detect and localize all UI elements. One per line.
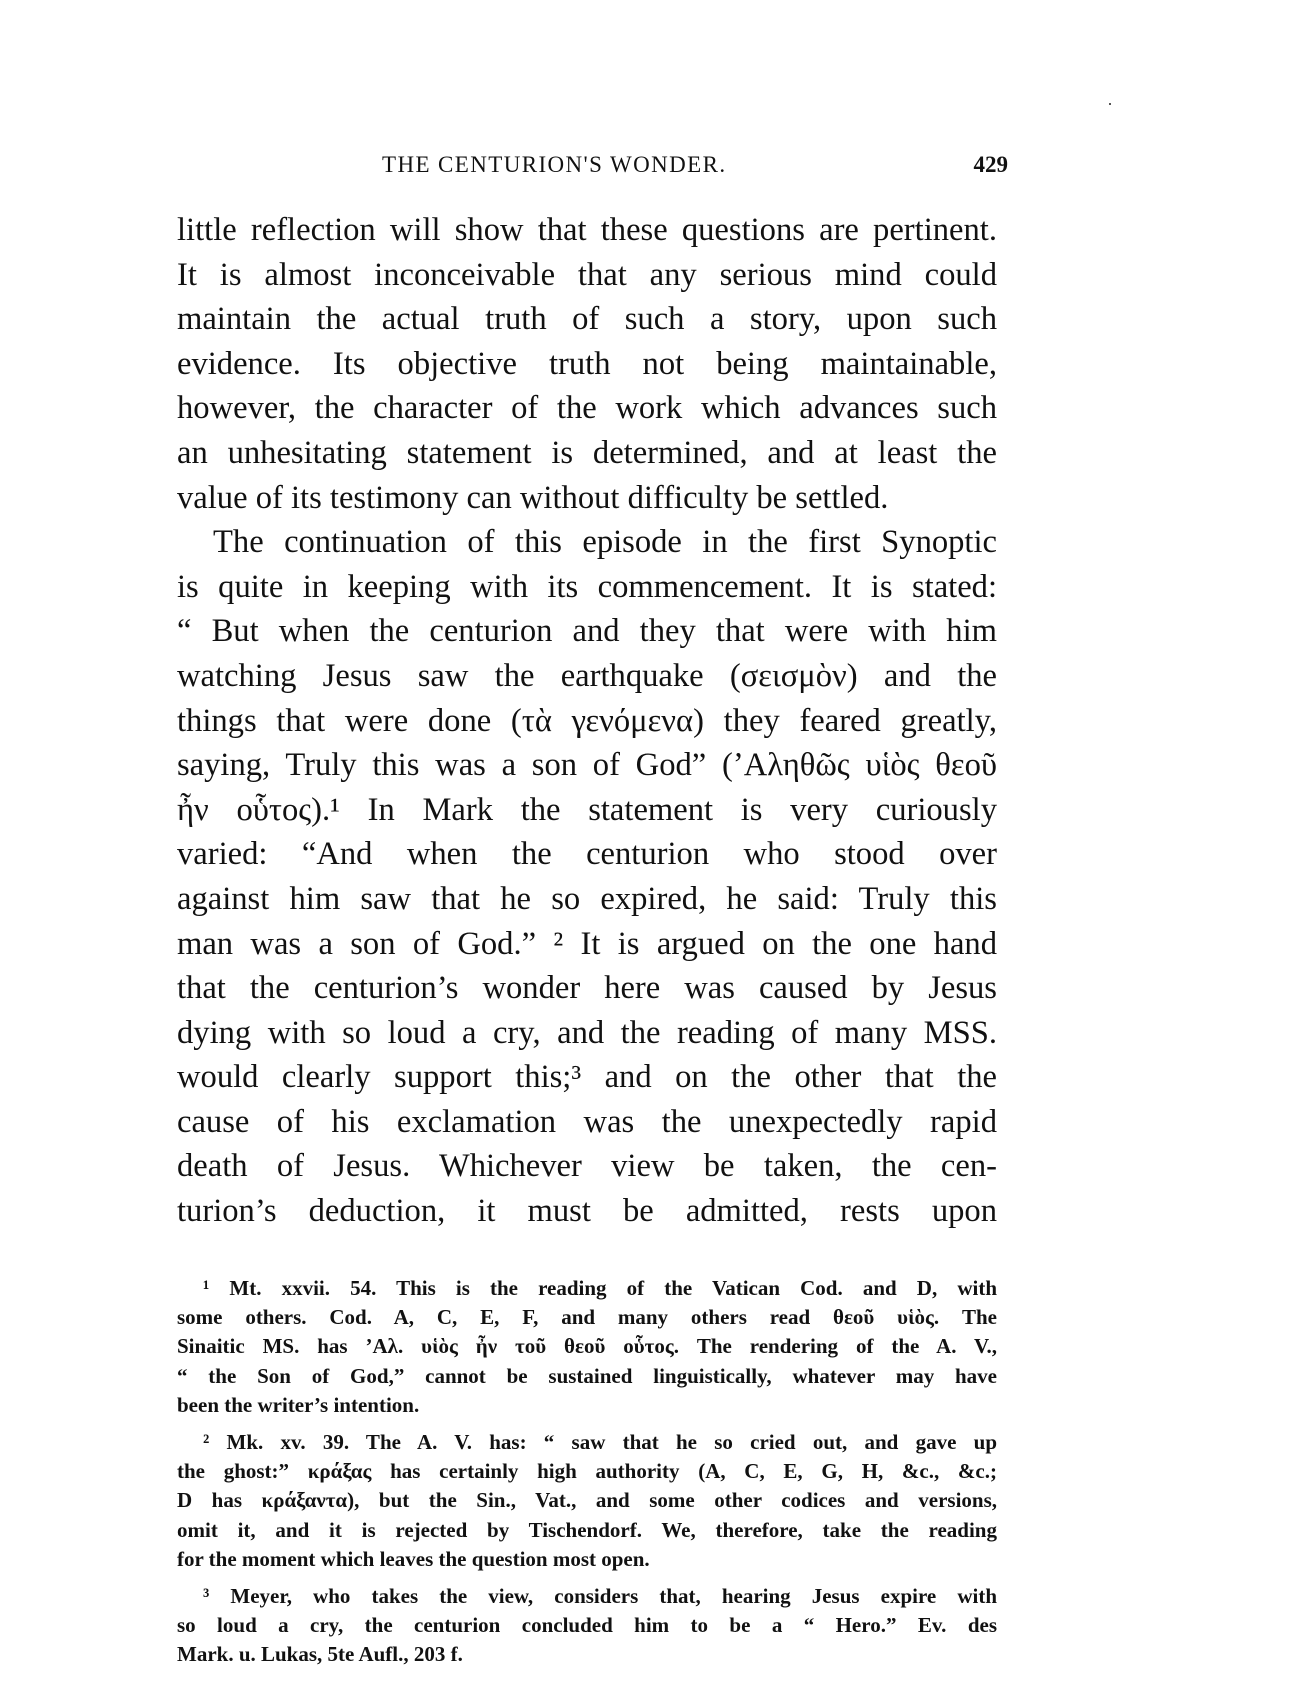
body-text xyxy=(177,208,997,1234)
body-line: that the centurion’s wonder here was caused by Jesus xyxy=(177,970,997,1007)
body-line: things that were done (τὰ γενόμενα) they feared greatly, xyxy=(177,702,997,739)
footnote-line: Mark. u. Lukas, 5te Aufl., 203 f. xyxy=(177,1642,463,1667)
running-title: THE CENTURION'S WONDER. xyxy=(382,152,727,177)
body-line: turion’s deduction, it must be admitted, rests upon xyxy=(177,1193,997,1230)
footnotes xyxy=(177,1274,997,1669)
footnote-1 xyxy=(177,1274,997,1420)
body-line: value of its testimony can without difficulty be settled. xyxy=(177,479,889,516)
body-line: evidence. Its objective truth not being maintainable, xyxy=(177,345,997,382)
page-number: 429 xyxy=(973,152,1008,177)
footnote-line: been the writer’s intention. xyxy=(177,1392,420,1417)
body-line: It is almost inconceivable that any serious mind could xyxy=(177,256,997,293)
footnote-line: some others. Cod. A, C, E, F, and many others read θεοῦ υἱὸς. The xyxy=(177,1305,997,1330)
footnote-line: Sinaitic MS. has ʼΑλ. υἱὸς ἦν τοῦ θεοῦ οὗτος. The rendering of the A. V., xyxy=(177,1334,997,1359)
body-line: The continuation of this episode in the first Synoptic xyxy=(213,524,997,561)
body-line: an unhesitating statement is determined, and at least the xyxy=(177,434,997,471)
body-line: is quite in keeping with its commencement. It is stated: xyxy=(177,568,997,605)
body-line: would clearly support this;³ and on the other that the xyxy=(177,1059,997,1096)
footnote-line: the ghost:” κράξας has certainly high authority (A, C, E, G, H, &c., &c.; xyxy=(177,1459,997,1484)
body-line: ἦν οὗτος).¹ In Mark the statement is very curiously xyxy=(177,791,997,828)
footnote-line: so loud a cry, the centurion concluded him to be a “ Hero.” Ev. des xyxy=(177,1613,997,1638)
footnote-line: ² Mk. xv. 39. The A. V. has: “ saw that he so cried out, and gave up xyxy=(203,1429,997,1454)
body-line: little reflection will show that these questions are pertinent. xyxy=(177,212,997,248)
print-speck xyxy=(1109,103,1111,105)
footnote-line: ³ Meyer, who takes the view, considers that, hearing Jesus expire with xyxy=(203,1583,997,1608)
body-line: man was a son of God.” ² It is argued on the one hand xyxy=(177,925,997,962)
footnote-3 xyxy=(177,1582,997,1670)
footnote-line: ¹ Mt. xxvii. 54. This is the reading of the Vatican Cod. and D, with xyxy=(203,1276,997,1300)
body-line: watching Jesus saw the earthquake (σεισμὸν) and the xyxy=(177,657,997,694)
footnote-2 xyxy=(177,1428,997,1574)
body-line: maintain the actual truth of such a story, upon such xyxy=(177,301,997,338)
running-header xyxy=(382,150,1008,184)
body-line: however, the character of the work which advances such xyxy=(177,390,997,427)
body-line: against him saw that he so expired, he said: Truly this xyxy=(177,880,997,917)
body-line: “ But when the centurion and they that were with him xyxy=(177,613,997,650)
body-line: cause of his exclamation was the unexpectedly rapid xyxy=(177,1103,997,1140)
footnote-line: omit it, and it is rejected by Tischendorf. We, therefore, take the reading xyxy=(177,1517,997,1542)
footnote-line: for the moment which leaves the question most open. xyxy=(177,1546,650,1571)
body-line: death of Jesus. Whichever view be taken, the cen- xyxy=(177,1148,997,1185)
body-line: saying, Truly this was a son of God” (ʼΑληθῶς υἱὸς θεοῦ xyxy=(177,747,997,784)
footnote-line: “ the Son of God,” cannot be sustained linguistically, whatever may have xyxy=(177,1363,997,1388)
body-line: dying with so loud a cry, and the reading of many MSS. xyxy=(177,1014,997,1051)
footnote-line: D has κράξαντα), but the Sin., Vat., and some other codices and versions, xyxy=(177,1488,997,1513)
body-line: varied: “And when the centurion who stood over xyxy=(177,836,997,873)
